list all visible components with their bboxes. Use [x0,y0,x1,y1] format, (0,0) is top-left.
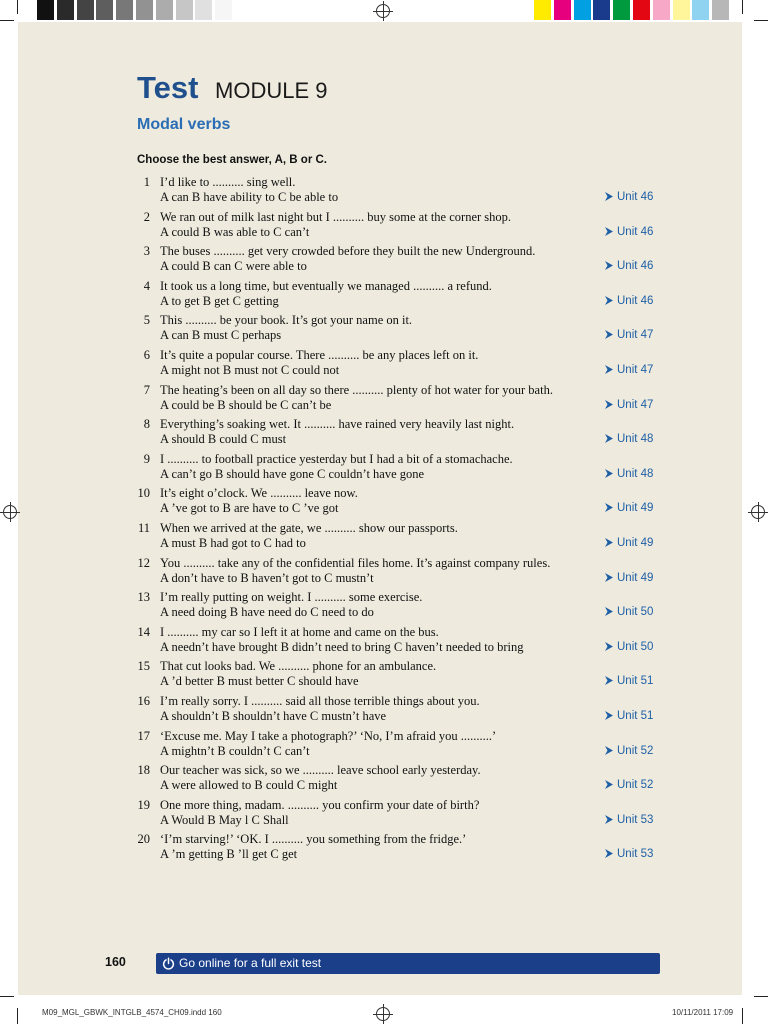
unit-label: Unit 47 [617,363,654,376]
question-number: 15 [137,659,150,674]
answer-options: A shouldn’t B shouldn’t have C mustn’t have [160,708,387,723]
answer-options: A ’ve got to B are have to C ’ve got [160,501,339,516]
question-item [0,556,768,591]
color-swatch [712,0,729,20]
crop-mark [0,20,14,21]
answer-options: A were allowed to B could C might [160,778,338,793]
question-text: I’m really putting on weight. I .......... some exercise. [160,590,423,605]
question-item [0,486,768,521]
page-number: 160 [105,955,126,969]
unit-reference[interactable] [605,259,653,274]
gray-swatch [77,0,94,20]
section-subtitle: Modal verbs [137,116,231,133]
question-number: 20 [137,832,150,847]
power-icon [162,957,175,970]
color-swatch [673,0,690,20]
unit-label: Unit 48 [617,433,654,446]
question-item [0,521,768,556]
unit-label: Unit 50 [617,606,654,619]
question-item [0,279,768,314]
question-item [0,694,768,729]
registration-mark-icon [376,4,390,18]
question-item [0,452,768,487]
unit-label: Unit 49 [617,536,654,549]
question-number: 17 [137,728,150,743]
answer-options: A could B can C were able to [160,259,307,274]
answer-options: A must B had got to C had to [160,535,306,550]
answer-options: A can’t go B should have gone C couldn’t have gone [160,466,425,481]
color-swatch [534,0,551,20]
unit-reference[interactable] [605,605,653,620]
gray-swatch [195,0,212,20]
chevron-right-icon [605,642,613,651]
chevron-right-icon [605,434,613,443]
question-item [0,625,768,660]
color-swatch [554,0,571,20]
unit-reference[interactable] [605,536,653,551]
answer-options: A ’m getting B ’ll get C get [160,847,298,862]
gray-swatch [37,0,54,20]
unit-reference[interactable] [605,674,653,689]
question-number: 2 [143,209,150,224]
answer-options: A need doing B have need do C need to do [160,605,374,620]
question-item [0,175,768,210]
question-text: Our teacher was sick, so we .......... leave school early yesterday. [160,763,481,778]
answer-options: A could be B should be C can’t be [160,397,332,412]
crop-mark [742,0,743,14]
question-number: 1 [143,175,150,189]
question-number: 10 [137,486,150,501]
chevron-right-icon [605,849,613,858]
unit-reference[interactable] [605,363,653,378]
unit-label: Unit 47 [617,398,654,411]
unit-reference[interactable] [605,432,653,447]
color-swatch [653,0,670,20]
question-item [0,210,768,245]
unit-label: Unit 46 [617,294,654,307]
unit-label: Unit 49 [617,502,654,515]
instructions: Choose the best answer, A, B or C. [137,154,328,166]
chevron-right-icon [605,261,613,270]
question-item [0,244,768,279]
online-exit-test-text: Go online for a full exit test [179,956,322,970]
question-text: I’m really sorry. I .......... said all those terrible things about you. [160,693,480,708]
unit-reference[interactable] [605,744,653,759]
question-number: 13 [137,590,150,605]
crop-mark [754,20,768,21]
question-number: 6 [143,347,150,362]
unit-label: Unit 51 [617,709,654,722]
answer-options: A can B must C perhaps [160,328,282,343]
color-swatch [574,0,591,20]
gray-swatch [176,0,193,20]
question-item [0,348,768,383]
unit-label: Unit 46 [617,260,654,273]
unit-reference[interactable] [605,640,653,655]
chevron-right-icon [605,815,613,824]
crop-mark [0,996,14,997]
file-slug: M09_MGL_GBWK_INTGLB_4574_CH09.indd 160 [42,1008,222,1017]
unit-label: Unit 52 [617,779,654,792]
question-number: 14 [137,624,150,639]
unit-reference[interactable] [605,294,653,309]
answer-options: A don’t have to B haven’t got to C mustn’t [160,570,374,585]
question-number: 12 [137,555,150,570]
question-text: That cut looks bad. We .......... phone for an ambulance. [160,659,437,674]
unit-reference[interactable] [605,398,653,413]
chevron-right-icon [605,780,613,789]
gray-swatch [215,0,232,20]
question-list [0,175,768,867]
date-slug: 10/11/2011 17:09 [672,1008,734,1017]
unit-reference[interactable] [605,778,653,793]
answer-options: A to get B get C getting [160,293,279,308]
crop-mark [754,996,768,997]
question-text: This .......... be your book. It’s got your name on it. [160,313,413,328]
chevron-right-icon [605,400,613,409]
question-number: 11 [137,520,150,535]
color-swatch [633,0,650,20]
unit-reference[interactable] [605,190,653,205]
question-item [0,659,768,694]
unit-label: Unit 50 [617,640,654,653]
question-item [0,590,768,625]
gray-swatch [96,0,113,20]
question-text: ‘Excuse me. May I take a photograph?’ ‘No, I’m afraid you ..........’ [160,728,497,743]
question-number: 7 [143,382,150,397]
crop-mark [742,1008,743,1024]
chevron-right-icon [605,227,613,236]
question-item [0,729,768,764]
question-number: 18 [137,763,150,778]
gray-swatch [136,0,153,20]
question-item [0,832,768,867]
question-item [0,417,768,452]
chevron-right-icon [605,503,613,512]
color-swatch [593,0,610,20]
unit-reference[interactable] [605,501,653,516]
answer-options: A ’d better B must better C should have [160,674,359,689]
chevron-right-icon [605,746,613,755]
question-number: 4 [143,278,150,293]
question-number: 19 [137,797,150,812]
answer-options: A can B have ability to C be able to [160,190,339,204]
unit-reference[interactable] [605,571,653,586]
question-text: I .......... to football practice yesterday but I had a bit of a stomachache. [160,451,513,466]
chevron-right-icon [605,192,613,201]
answer-options: A needn’t have brought B didn’t need to bring C haven’t needed to bring [160,639,524,654]
chevron-right-icon [605,330,613,339]
question-number: 9 [143,451,150,466]
question-text: It’s quite a popular course. There .......... be any places left on it. [160,347,479,362]
question-text: ‘I’m starving!’ ‘OK. I .......... you something from the fridge.’ [160,832,467,847]
question-text: It took us a long time, but eventually we managed .......... a refund. [160,278,492,293]
chevron-right-icon [605,711,613,720]
unit-label: Unit 47 [617,329,654,342]
unit-label: Unit 51 [617,675,654,688]
chevron-right-icon [605,365,613,374]
gray-swatch [57,0,74,20]
unit-reference[interactable] [605,709,653,724]
question-item [0,313,768,348]
answer-options: A could B was able to C can’t [160,224,310,239]
registration-mark-icon [376,1007,390,1021]
question-number: 8 [143,417,150,432]
question-number: 16 [137,693,150,708]
chevron-right-icon [605,607,613,616]
crop-mark [17,0,18,14]
question-text: Everything’s soaking wet. It .......... have rained very heavily last night. [160,417,515,432]
unit-label: Unit 46 [617,225,654,238]
question-text: I’d like to .......... sing well. [160,175,296,189]
color-swatch [692,0,709,20]
unit-reference[interactable] [605,328,653,343]
question-text: The heating’s been on all day so there .......... plenty of hot water for your bath. [160,382,553,397]
unit-label: Unit 53 [617,813,654,826]
online-exit-test-banner[interactable] [156,953,660,974]
chevron-right-icon [605,538,613,547]
unit-reference[interactable] [605,225,653,240]
question-text: When we arrived at the gate, we .......... show our passports. [160,520,458,535]
color-swatch [613,0,630,20]
question-text: I .......... my car so I left it at home and came on the bus. [160,624,439,639]
question-text: We ran out of milk last night but I .......... buy some at the corner shop. [160,209,512,224]
page-title-test: Test [137,70,199,105]
question-item [0,763,768,798]
question-text: One more thing, madam. .......... you confirm your date of birth? [160,797,480,812]
chevron-right-icon [605,573,613,582]
gray-swatch [156,0,173,20]
unit-label: Unit 46 [617,191,654,203]
unit-label: Unit 48 [617,467,654,480]
page-title-module: MODULE 9 [215,78,328,103]
question-item [0,383,768,418]
answer-options: A Would B May l C Shall [160,812,289,827]
unit-reference[interactable] [605,467,653,482]
question-number: 3 [143,244,150,259]
chevron-right-icon [605,296,613,305]
question-item [0,798,768,833]
question-text: It’s eight o’clock. We .......... leave now. [160,486,358,501]
unit-reference[interactable] [605,847,653,862]
chevron-right-icon [605,676,613,685]
question-text: The buses .......... get very crowded before they built the new Underground. [160,244,536,259]
gray-swatch [116,0,133,20]
answer-options: A mightn’t B couldn’t C can’t [160,743,310,758]
unit-label: Unit 49 [617,571,654,584]
chevron-right-icon [605,469,613,478]
answer-options: A should B could C must [160,432,287,447]
question-text: You .......... take any of the confidential files home. It’s against company rules. [160,555,551,570]
crop-mark [17,1008,18,1024]
unit-label: Unit 52 [617,744,654,757]
answer-options: A might not B must not C could not [160,362,340,377]
unit-reference[interactable] [605,813,653,828]
question-number: 5 [143,313,150,328]
unit-label: Unit 53 [617,848,654,861]
